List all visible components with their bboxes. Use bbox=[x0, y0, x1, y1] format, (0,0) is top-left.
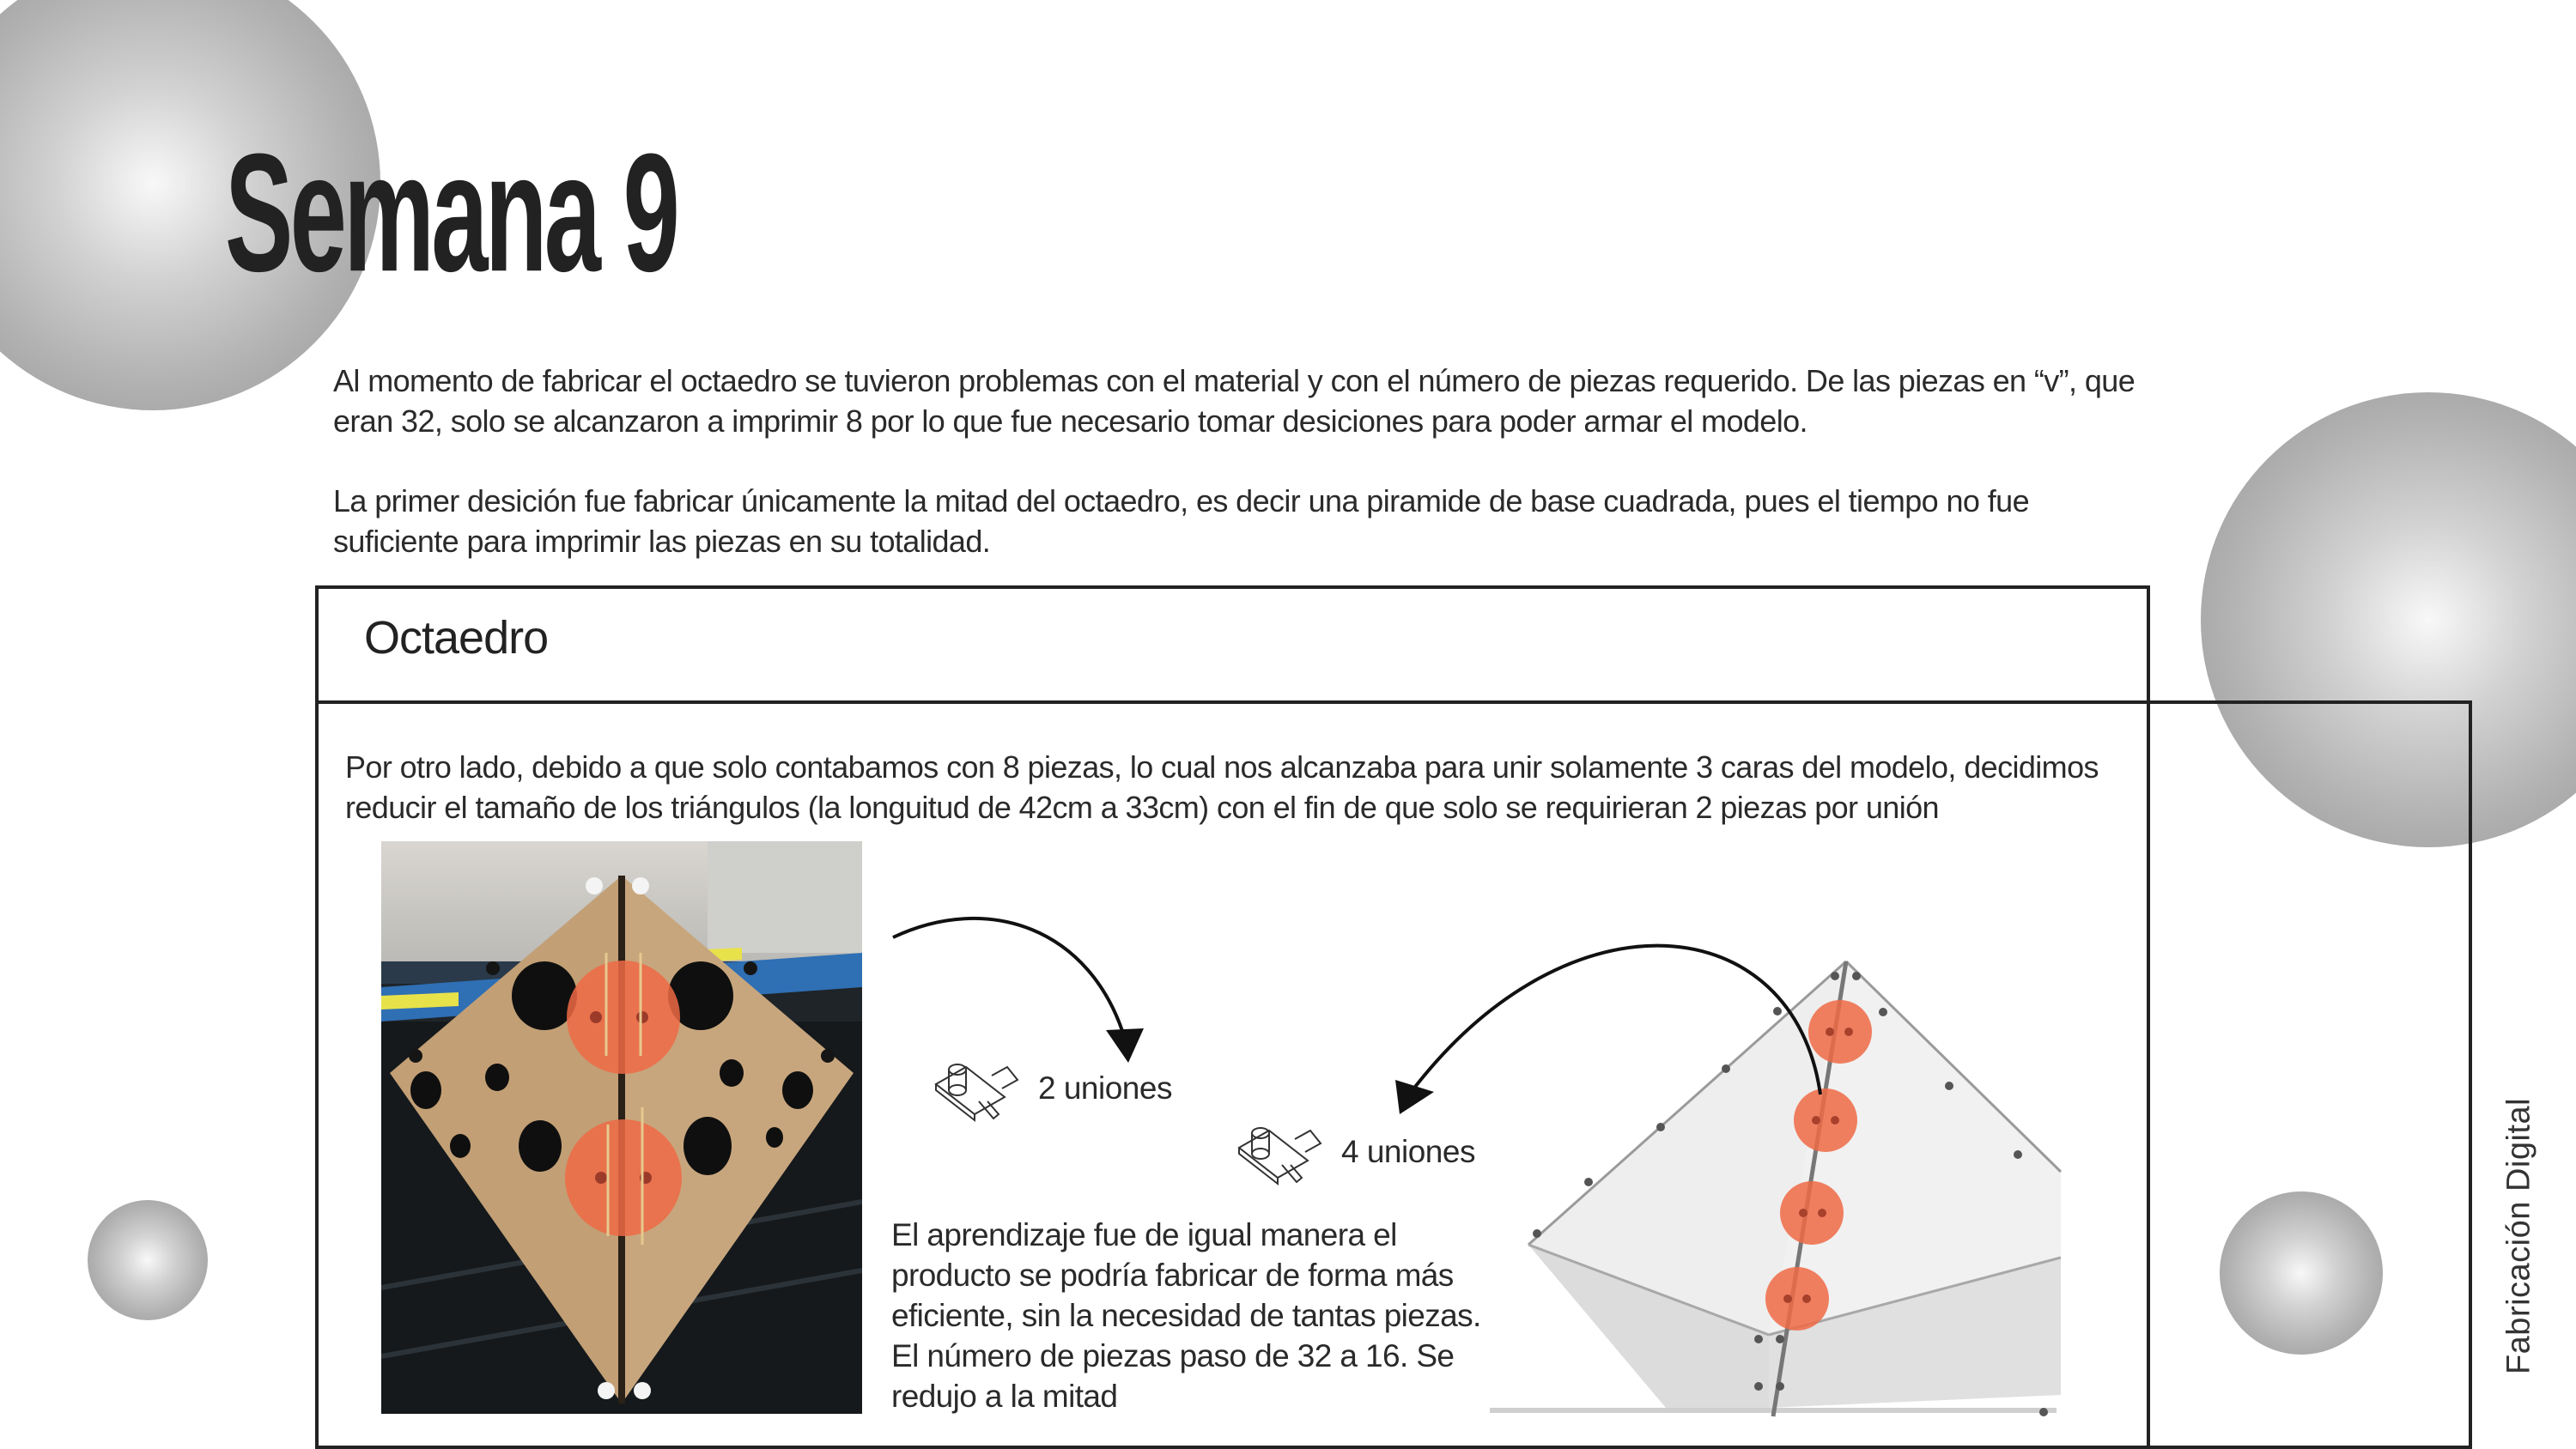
connector-piece-icon bbox=[932, 1054, 1026, 1123]
intro-paragraph-2: La primer desición fue fabricar únicamente la mitad del octaedro, es decir una piramide de base cuadrada, pues el tiempo no fue suficiente para imprimir las piezas en su totalidad. bbox=[333, 483, 2029, 559]
decorative-sphere-bottom-left bbox=[88, 1200, 208, 1320]
joint-label: 4 uniones bbox=[1341, 1134, 1475, 1169]
connector-piece-icon bbox=[1235, 1118, 1329, 1186]
joint-4-uniones bbox=[1235, 1118, 1475, 1186]
section-paragraph: Por otro lado, debido a que solo contabamos con 8 piezas, lo cual nos alcanzaba para unir solamente 3 caras del modelo, decidimos reducir el tamaño de los triángulos (la longuitud de 42cm a 33cm) con el fin de que solo se requirieran 2 piezas por unión bbox=[345, 749, 2099, 825]
arrow-icon-right bbox=[1395, 946, 1820, 1114]
side-label: Fabricación Digital bbox=[2500, 1097, 2537, 1375]
intro-paragraph-1: Al momento de fabricar el octaedro se tuvieron problemas con el material y con el número de piezas requerido. De las piezas en “v”, que eran 32, solo se alcanzaron a imprimir 8 por lo que fue necesario tomar desiciones para poder armar el modelo. bbox=[333, 363, 2136, 439]
cardboard-pyramid-photo bbox=[381, 841, 862, 1414]
section-title: Octaedro bbox=[364, 612, 549, 664]
joint-label: 2 uniones bbox=[1038, 1070, 1172, 1106]
page-title: Semana 9 bbox=[225, 118, 677, 307]
joint-2-uniones bbox=[932, 1054, 1172, 1123]
arrow-icon-left bbox=[893, 919, 1144, 1063]
learning-paragraph: El aprendizaje fue de igual manera el producto se podría fabricar de forma más eficiente, sin la necesidad de tantas piezas. El número de piezas paso de 32 a 16. Se redujo a la mitad bbox=[891, 1217, 1481, 1414]
